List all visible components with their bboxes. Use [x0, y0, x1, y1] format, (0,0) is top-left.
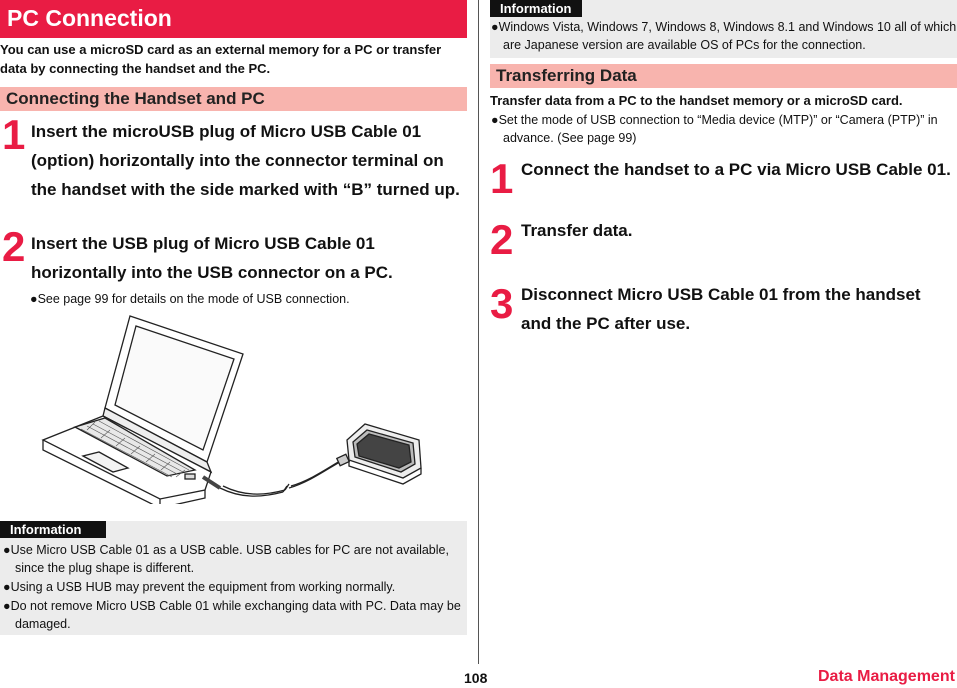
bullet-dot-icon: ●: [491, 113, 499, 127]
bullet-dot-icon: ●: [3, 543, 11, 557]
step2-note: ●See page 99 for details on the mode of USB connection.: [30, 292, 350, 306]
step-number-2: 2: [2, 223, 26, 270]
step-text-2: Insert the USB plug of Micro USB Cable 01 horizontally into the USB connector on a PC.: [31, 234, 393, 282]
step-number-1: 1: [2, 111, 26, 158]
page-number: 108: [464, 670, 488, 686]
right-info-label: Information: [490, 0, 582, 17]
left-intro-text: You can use a microSD card as an external memory for a PC or transfer data by connecting the handset and the PC.: [0, 42, 442, 76]
bullet-dot-icon: ●: [3, 580, 11, 594]
right-step-text-2: Transfer data.: [521, 221, 633, 240]
right-intro-text: Transfer data from a PC to the handset memory or a microSD card.: [490, 93, 903, 108]
bullet-dot-icon: ●: [3, 599, 11, 613]
column-divider: [478, 0, 479, 664]
usb-cable-illustration: [203, 454, 349, 496]
info-bullet-item: ●Using a USB HUB may prevent the equipment from working normally.: [3, 580, 396, 594]
right-step-number-2: 2: [490, 216, 514, 263]
right-step-number-1: 1: [490, 155, 514, 202]
bullet-dot-icon: ●: [491, 20, 499, 34]
page-title: PC Connection: [7, 5, 172, 31]
right-step-number-3: 3: [490, 280, 514, 327]
connection-illustration: [35, 312, 435, 504]
right-info-bullet: ●Windows Vista, Windows 7, Windows 8, Windows 8.1 and Windows 10 all of which are Japanese version are available OS of PCs for the connection.: [491, 20, 957, 52]
handset-illustration: [347, 424, 421, 484]
bullet-dot-icon: ●: [30, 292, 38, 306]
left-info-list: [3, 541, 461, 633]
section-title-transferring: Transferring Data: [496, 66, 637, 85]
right-step-text-3: Disconnect Micro USB Cable 01 from the handset and the PC after use.: [521, 285, 921, 333]
footer-section-name: Data Management: [818, 668, 955, 685]
info-bullet-item: ●Do not remove Micro USB Cable 01 while exchanging data with PC. Data may be damaged.: [3, 599, 461, 631]
right-step-text-1: Connect the handset to a PC via Micro USB Cable 01.: [521, 160, 951, 179]
laptop-illustration: [43, 316, 243, 504]
left-info-label: Information: [0, 521, 106, 538]
info-bullet-item: ●Use Micro USB Cable 01 as a USB cable. USB cables for PC are not available, since the plug shape is different.: [3, 543, 449, 575]
step-text-1: Insert the microUSB plug of Micro USB Cable 01 (option) horizontally into the connector terminal on the handset with the side marked with “B” turned up.: [31, 122, 460, 199]
right-intro-bullet: ●Set the mode of USB connection to “Media device (MTP)” or “Camera (PTP)” in advance. (See page 99): [491, 113, 938, 145]
section-title-connecting: Connecting the Handset and PC: [6, 89, 265, 108]
